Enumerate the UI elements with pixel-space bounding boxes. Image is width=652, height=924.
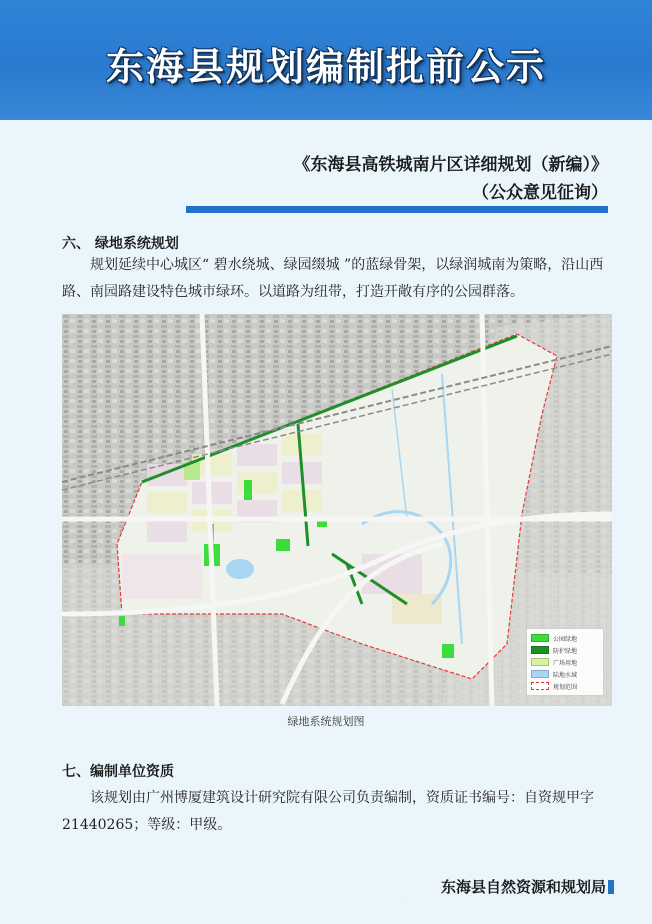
legend-label: 规划范围 [553, 683, 578, 691]
legend-item [531, 632, 599, 644]
legend-item [531, 656, 599, 668]
document-subtitle: （公众意见征询） [472, 183, 608, 203]
section7-heading: 七、编制单位资质 [62, 764, 174, 780]
banner-title: 东海县规划编制批前公示 [105, 45, 546, 89]
legend-swatch [531, 634, 549, 642]
section6-heading: 六、 绿地系统规划 [62, 236, 179, 252]
document-title: 《东海县高铁城南片区详细规划（新编）》 [293, 155, 608, 175]
legend-label: 防护绿地 [553, 647, 578, 655]
footer-accent-bar [608, 880, 614, 894]
section7-body: 该规划由广州博厦建筑设计研究院有限公司负责编制，资质证书编号：自资规甲字21440265；等级：甲级。 [62, 790, 594, 833]
map-legend [526, 628, 604, 696]
legend-item [531, 680, 599, 692]
legend-label: 公园绿地 [553, 635, 578, 643]
green-system-map [62, 314, 612, 706]
map-caption: 绿地系统规划图 [287, 715, 365, 728]
section6-body: 规划延续中心城区“ 碧水绕城、绿园缀城 ”的蓝绿骨架，以绿润城南为策略，沿山西路、南园路建设特色城市绿环。以道路为纽带，打造开敞有序的公园群落。 [62, 257, 604, 300]
footer-organization: 东海县自然资源和规划局 [440, 878, 606, 896]
legend-swatch [531, 670, 549, 678]
legend-item [531, 644, 599, 656]
header-banner [0, 0, 652, 120]
legend-label: 陆地水域 [553, 671, 578, 679]
legend-swatch [531, 682, 549, 690]
footer-dot: · [402, 898, 404, 905]
legend-swatch [531, 646, 549, 654]
title-divider [186, 206, 608, 213]
legend-swatch [531, 658, 549, 666]
legend-item [531, 668, 599, 680]
legend-label: 广场用地 [553, 659, 578, 667]
